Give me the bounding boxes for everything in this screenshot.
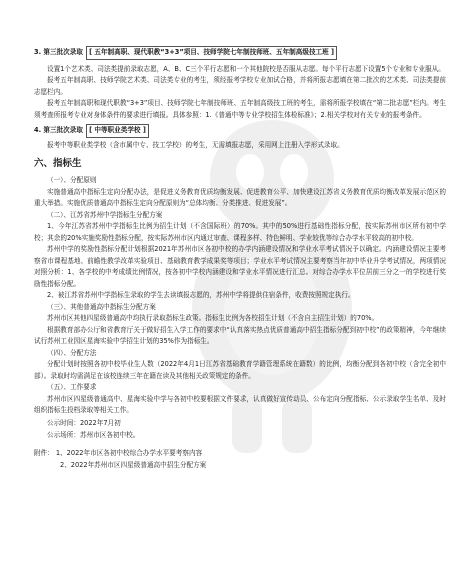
subsection2-para3: 2、被江苏省苏州中学指标生录取的学生去读填报志愿的，苏州中学将提供住宿条件，收费按照规定执行。 <box>47 291 355 299</box>
subsection4-para1: 分配计划时按照各初中校毕业生人数（2022年4月1日江苏省基础教育学籍管理系统在籍数）的比例，均衡分配到各初中校（含完全初中部）。录取时均需满足在该校连续三年在籍在读及其他相关政策规定的条件。 <box>34 360 446 380</box>
subsection2-para1: 1、今年江苏省苏州中学指标生比例为招生计划（不含国际班）的70%。其中的50%进行基础性指标分配，按实际苏州市区所有初中学校；其余的20%实施奖励性指标分配，按实际苏州市区内通过审查、课程多样、特色鲜明、学业较优等综合办学水平较高的初中校。 <box>34 222 446 242</box>
subsection1-title: （一）、分配原则 <box>47 176 97 184</box>
attachments <box>34 447 446 471</box>
section3-para2: 报考五年制高职、技师学院艺术类、司法类专业的考生，须经报考学校专业加试合格，并将所报志愿填在第二批次的艺术类、司法类提前志愿栏内。 <box>34 76 446 96</box>
chapter6-title: 六、指标生 <box>34 158 82 169</box>
subsection5-title: （五）、工作要求 <box>47 383 97 391</box>
section3-para3-text: 报考五年制高职和现代职教“3+3”项目、技师学院七年制技师班、五年制高级技工班的考生，需将所报学校填在“第二批志愿”栏内。考生须考查所报考专业对身体条件的要求进行填报。具体参照： <box>34 99 446 119</box>
main-content <box>34 46 446 471</box>
section3-heading <box>34 46 446 60</box>
attachments-label: 附件： <box>34 448 54 457</box>
section3-heading-num: 3. 第三批次录取 <box>34 48 83 56</box>
subsection2-title: （二）、江苏省苏州中学指标生分配方案 <box>47 210 163 219</box>
section3-para1: 设置1个艺术类、司法类提前录取志愿，A、B、C三个平行志愿和一个其他院校是否服从志愿。每个平行志愿下设置5个专业和专业服从。 <box>47 64 445 73</box>
publicity-info <box>34 417 446 441</box>
section3-para3 <box>34 98 446 121</box>
section3-para3-tail: ；2.相关学校对有关专业的报考条件。 <box>313 110 426 119</box>
section3-heading-box: [ 五年制高职、现代职教“3+3”项目、技师学院七年制技师班、五年制高级技工班 ] <box>86 46 337 60</box>
publicity-place: 公示场所：苏州市区各初中校。 <box>47 430 140 439</box>
publicity-date: 公示时间：2022年7月初 <box>47 418 121 427</box>
section4-heading-box: [ 中等职业类学校 ] <box>86 124 149 138</box>
subsection4-title: （四）、分配方法 <box>47 348 97 357</box>
section4-heading-num: 4. 第三批次录取 <box>34 126 83 134</box>
attachment-item-2 <box>34 459 446 471</box>
subsection3-para2: 根据教育部办公厅和省教育厅关于做好招生入学工作的要求中“认真落实热点优质普通高中招生指标分配到初中校”的政策精神，今年继续试行苏州工业园区星海实验中学招生计划的35%作为指标生。 <box>34 325 446 345</box>
subsection5-para1: 苏州市区四星级普通高中、星海实验中学与各初中校要根据文件要求，认真做好宣传动员、公布定向分配指标、公示录取学生名单、及时组织指标生投档录取等相关工作。 <box>34 394 446 414</box>
health-standard-link[interactable]: 1.《普通中等专业学校招生体检标准》 <box>205 110 314 119</box>
attachment-item-1 <box>34 447 446 459</box>
section4-para1: 报考中等职业类学校（含市属中专、技工学校）的考生，无需填报志愿，采用网上注册入学形式录取。 <box>47 140 344 149</box>
subsection3-title: （三）、其他普通高中指标生分配方案 <box>47 302 156 311</box>
section4-heading <box>34 124 446 138</box>
subsection1-para1: 实施普通高中指标生定向分配办法，是促进义务教育优质均衡发展、促进教育公平、加快建设江苏省义务教育优质均衡改革发展示范区的重大举措。实施优质普通高中指标生定向分配原则为“总体均衡、分类推进、促进发展”。 <box>34 187 446 207</box>
attachment-link-2[interactable]: 2、2022年苏州市区四星级普通高中招生分配方案 <box>60 460 207 469</box>
subsection3-para1: 苏州市区其他四星级普通高中均执行录取指标生政策。指标生比例为各校招生计划（不含自主招生计划）的70%。 <box>47 314 379 322</box>
subsection2-para2: 苏州中学的奖励性指标分配计划根据2021年苏州市区各初中校的办学内涵建设情况和学业水平考试情况予以确定。内涵建设情况主要考察省市课程基地、前瞻性教学改革实验项目、基础教育教学成果奖等项目；学业水平考试情况主要考察当年初中毕业升学考试情况，两项情况对照分析：1、各学校的中考成绩比例情况，按各初中学校内涵建设和学业水平情况进行汇总。对综合办学水平位居前三分之一的学校进行奖励性指标分配。 <box>34 245 446 288</box>
attachment-link-1[interactable]: 1、2022年市区各初中校综合办学水平要考察内容 <box>55 448 203 457</box>
